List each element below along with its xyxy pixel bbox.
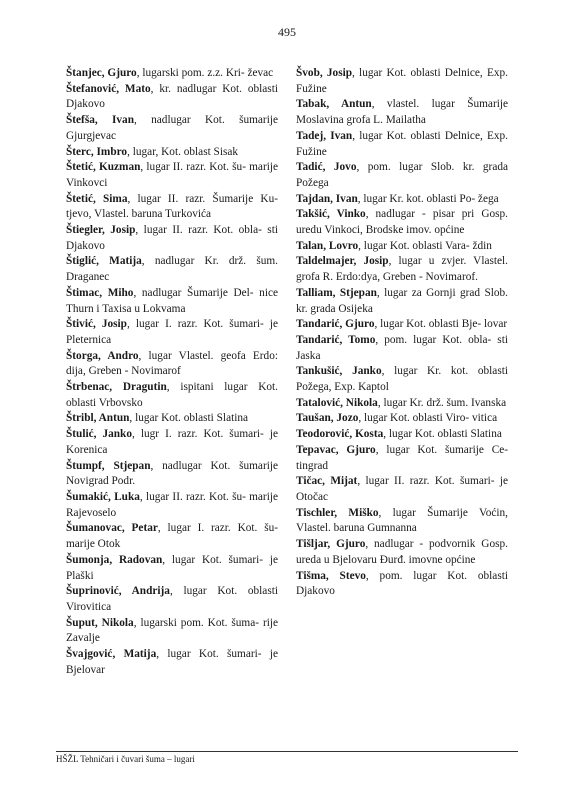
list-item [296, 443, 508, 474]
entry-description: , lugar Kot. oblasti Slatina [129, 412, 249, 425]
entry-description: , pom. lugar Kot. obla- sti Jaska [296, 333, 508, 362]
list-item [66, 223, 278, 254]
entry-description: , lugar Kr. kot. oblasti Po- žega [357, 192, 499, 205]
entry-name: Taušan, Jozo [296, 412, 359, 425]
entry-name: Štribl, Antun [66, 412, 130, 425]
entry-description: , lugar II. razr. Kot. šu- marije Rajevoselo [66, 490, 278, 519]
list-item [66, 616, 278, 647]
entry-name: Štiegler, Josip [66, 224, 136, 237]
list-item [296, 160, 508, 191]
list-item [66, 286, 278, 317]
entry-description: , lugarski pom. z.z. Kri- ževac [136, 67, 274, 79]
entry-name: Tandarić, Tomo [296, 333, 376, 346]
list-item [296, 569, 508, 600]
entry-description: , vlastel. lugar Šumarije Moslavina grofa L. Mailatha [296, 98, 509, 127]
list-item [66, 317, 278, 348]
entry-description: , nadlugar - podvornik Gosp. ureda u Bjelovaru Đurđ. imovne općine [296, 538, 508, 566]
entry-name: Tankušić, Janko [296, 365, 382, 378]
entry-description: , lugarski pom. Kot. šuma- rije Zavalje [66, 616, 278, 645]
entry-name: Švob, Josip [296, 67, 353, 79]
left-column [66, 66, 278, 678]
entry-description: , lugar Kr. kot. oblasti Požega, Exp. Kaptol [296, 365, 508, 394]
list-item [296, 427, 508, 443]
entry-name: Tepavac, Gjuro [296, 443, 376, 456]
entry-description: , pom. lugar Kot. oblasti Djakovo [296, 569, 508, 598]
entry-name: Talliam, Stjepan [296, 286, 377, 299]
entry-name: Šuput, Nikola [66, 616, 134, 629]
footer-text: HŠŽL Tehničari i čuvari šuma – lugari [56, 754, 195, 764]
list-item [296, 411, 508, 427]
list-item [296, 396, 508, 412]
list-item [296, 207, 508, 238]
entry-description: , lugr I. razr. Kot. šumari- je Korenica [66, 428, 278, 456]
entry-name: Štefša, Ivan [66, 114, 134, 127]
list-item [66, 584, 278, 615]
entry-name: Tišljar, Gjuro [296, 538, 366, 551]
entry-description: , lugar u zvjer. Vlastel. grofa R. Erdo:dya, Greben - Novimarof. [296, 255, 508, 284]
entry-name: Šterc, Imbro [66, 145, 128, 158]
list-item [296, 537, 508, 568]
list-item [66, 160, 278, 191]
entry-name: Tadić, Jovo [296, 161, 357, 174]
entry-description: , lugar za Gornji grad Slob. kr. grada Osijeka [296, 286, 508, 315]
list-item [66, 145, 278, 161]
list-item [66, 490, 278, 521]
entry-name: Tatalović, Nikola [296, 396, 378, 409]
list-item [66, 82, 278, 113]
list-item [66, 113, 278, 144]
entry-description: , nadlugar Kr. drž. šum. Draganec [66, 255, 278, 284]
list-item [296, 239, 508, 255]
entry-description: , lugar Kot. oblasti Vara- ždin [358, 239, 492, 252]
list-item [296, 254, 508, 285]
list-item [66, 411, 278, 427]
entry-description: , lugar Kot. oblasti Viro- vitica [358, 412, 498, 425]
list-item [296, 129, 508, 160]
list-item [66, 521, 278, 552]
entry-name: Šumakić, Luka [66, 490, 140, 503]
entry-description: , lugar Kot. šumari- je Plaški [66, 553, 278, 582]
entry-name: Štanjec, Gjuro [66, 67, 137, 79]
entry-name: Štetić, Sima [66, 192, 128, 205]
entry-name: Štivić, Josip [66, 318, 127, 331]
entry-name: Tabak, Antun [296, 98, 372, 111]
list-item [66, 459, 278, 490]
list-item [296, 317, 508, 333]
right-column [296, 66, 508, 600]
entry-description: , lugar II. razr. Kot. šu- marije Vinkovci [66, 161, 278, 189]
entry-description: , nadlugar Šumarije Del- nice Thurn i Taxisa u Lokvama [66, 286, 278, 315]
entry-description: , lugar Kot. oblasti Virovitica [66, 585, 278, 613]
entry-description: , lugar II. razr. Kot. šumari- je Otočac [296, 475, 508, 503]
entry-description: , lugar Kot. oblasti Delnice, Exp. Fužine [296, 67, 508, 95]
list-item [66, 66, 278, 82]
entry-name: Štumpf, Stjepan [66, 459, 151, 472]
entry-name: Taldelmajer, Josip [296, 255, 389, 268]
entry-name: Štiglić, Matija [66, 255, 142, 268]
entry-name: Šuprinović, Andrija [66, 585, 170, 598]
list-item [66, 254, 278, 285]
entry-name: Štefanović, Mato [66, 82, 151, 95]
entry-name: Tišma, Stevo [296, 569, 366, 582]
entry-description: , lugar Kr. drž. šum. Ivanska [377, 396, 507, 409]
list-item [296, 97, 508, 128]
footer-divider [56, 751, 518, 752]
entry-name: Štetić, Kuzman [66, 161, 141, 174]
list-item [296, 192, 508, 208]
list-item [66, 192, 278, 223]
list-item [296, 333, 508, 364]
entry-name: Tischler, Miško [296, 506, 379, 519]
entry-name: Štorga, Andro [66, 349, 139, 362]
entry-description: , lugar Kot. oblasti Delnice, Exp. Fužine [296, 129, 508, 158]
list-item [296, 364, 508, 395]
entry-name: Tičac, Mijat [296, 475, 358, 488]
entry-description: , nadlugar Kot. šumarije Novigrad Podr. [66, 459, 278, 488]
entry-name: Tajdan, Ivan [296, 192, 358, 205]
entry-name: Tadej, Ivan [296, 129, 353, 142]
entry-name: Teodorović, Kosta [296, 428, 384, 441]
entry-description: , ispitani lugar Kot. oblasti Vrbovsko [66, 381, 278, 409]
list-item [66, 349, 278, 380]
entry-name: Švajgović, Matija [66, 648, 157, 661]
entry-name: Šumanovac, Petar [66, 522, 158, 535]
entry-name: Šumonja, Radovan [66, 553, 163, 566]
list-item [66, 553, 278, 584]
entry-description: , nadlugar Kot. šumarije Gjurgjevac [66, 114, 278, 142]
entry-name: Štimac, Miho [66, 286, 134, 299]
entry-description: , lugar, Kot. oblast Sisak [127, 145, 239, 158]
list-item [296, 66, 508, 97]
list-item [66, 380, 278, 411]
entry-description: , lugar Vlastel. geofa Erdo: dija, Greben - Novimarof [66, 349, 278, 378]
entry-name: Takšić, Vinko [296, 208, 366, 221]
entry-name: Štrbenac, Dragutin [66, 381, 167, 394]
entry-description: , nadlugar - pisar pri Gosp. uredu Vinkoci, Brodske imov. općine [296, 208, 509, 237]
page-number: 495 [278, 25, 296, 39]
entry-description: , lugar Kot. oblasti Slatina [383, 428, 502, 441]
entry-description: , pom. lugar Slob. kr. grada Požega [296, 161, 508, 189]
entry-description: , lugar II. razr. Šumarije Ku- tjevo, Vlastel. baruna Turkovića [66, 192, 278, 221]
entry-description: , lugar Kot. oblasti Bje- lovar [374, 318, 508, 331]
entry-description: , kr. nadlugar Kot. oblasti Djakovo [66, 82, 278, 111]
list-item [296, 506, 508, 537]
entry-description: , lugar Šumarije Voćin, Vlastel. baruna Gumnanna [296, 506, 508, 535]
entry-description: , lugar II. razr. Kot. obla- sti Djakovo [66, 224, 278, 252]
list-item [296, 286, 508, 317]
entry-name: Talan, Lovro [296, 239, 359, 252]
list-item [66, 427, 278, 458]
entry-name: Tandarić, Gjuro [296, 318, 375, 331]
list-item [66, 647, 278, 678]
list-item [296, 474, 508, 505]
entry-description: , lugar Kot. šumari- je Bjelovar [66, 648, 278, 676]
entry-description: , lugar I. razr. Kot. šumari- je Pleternica [66, 318, 278, 346]
entry-description: , lugar I. razr. Kot. šu- marije Otok [66, 522, 278, 551]
entry-name: Štulić, Janko [66, 428, 132, 441]
entry-description: , lugar Kot. šumarije Ce- tingrad [296, 443, 509, 472]
